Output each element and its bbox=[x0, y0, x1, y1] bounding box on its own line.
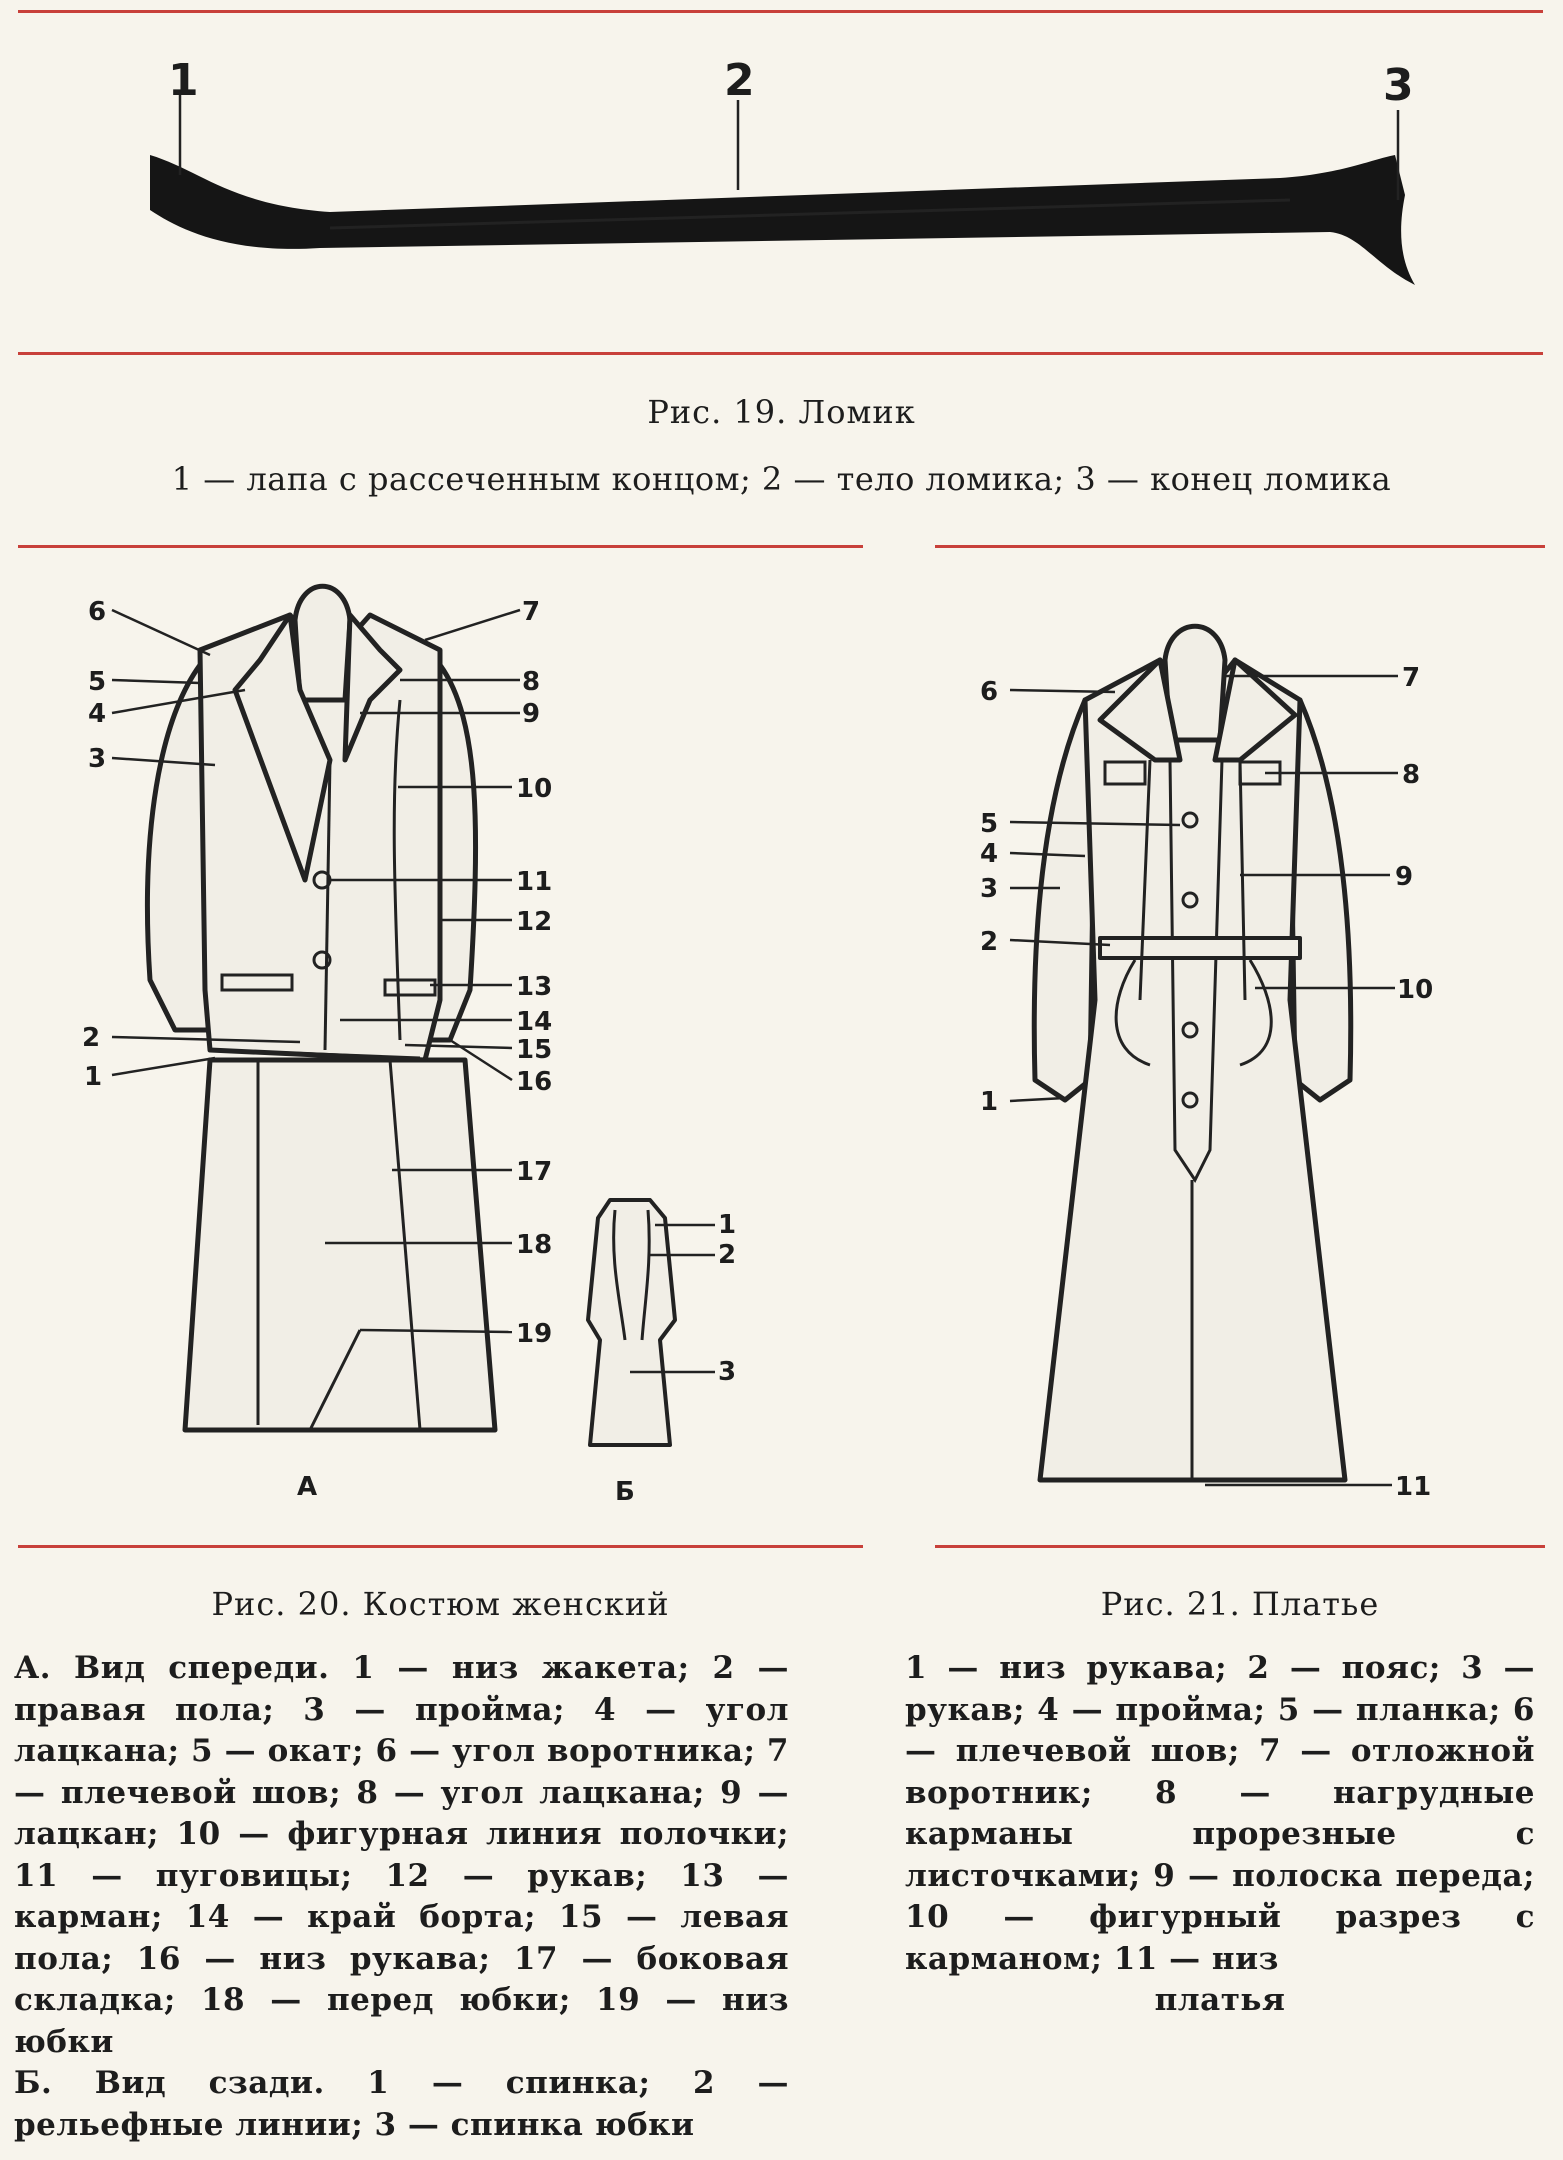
suit-label-19: 19 bbox=[516, 1319, 553, 1349]
suit-label-16: 16 bbox=[516, 1067, 553, 1097]
suit-label-11: 11 bbox=[516, 867, 553, 897]
fig21-legend-last: платья bbox=[1154, 1982, 1286, 2018]
crowbar-label-3: 3 bbox=[1383, 60, 1414, 111]
dress-label-6: 6 bbox=[980, 677, 999, 707]
dress-label-5: 5 bbox=[980, 809, 999, 839]
suit-label-1: 1 bbox=[84, 1062, 103, 1092]
suit-label-12: 12 bbox=[516, 907, 553, 937]
dress-label-10: 10 bbox=[1397, 975, 1434, 1005]
suit-label-5: 5 bbox=[88, 667, 107, 697]
fig20-legend bbox=[14, 1648, 789, 2146]
suit-label-10: 10 bbox=[516, 774, 553, 804]
fig21-caption: Рис. 21. Платье bbox=[1100, 1585, 1380, 1623]
suit-label-14: 14 bbox=[516, 1007, 553, 1037]
dress-label-3: 3 bbox=[980, 874, 999, 904]
suit-back-label-2: 2 bbox=[718, 1240, 737, 1270]
fig19-legend: 1 — лапа с рассеченным концом; 2 — тело ломика; 3 — конец ломика bbox=[171, 460, 1392, 498]
fig19-caption: Рис. 19. Ломик bbox=[647, 393, 916, 431]
suit-back-label-1: 1 bbox=[718, 1210, 737, 1240]
dress-belt bbox=[1100, 938, 1300, 958]
crowbar-label-1: 1 bbox=[168, 55, 199, 106]
suit-label-13: 13 bbox=[516, 972, 553, 1002]
dress-label-7: 7 bbox=[1402, 663, 1421, 693]
fig21-legend-text: 1 — низ рукава; 2 — пояс; 3 — рукав; 4 — пройма; 5 — планка; 6 — плечевой шов; 7 — отложной воротник; 8 — нагрудные карманы прорезные с листочками; 9 — полоска переда; 10 — фигурный разрез с карманом; 11 — низ bbox=[905, 1650, 1535, 1977]
fig20-legend-a: А. Вид спереди. 1 — низ жакета; 2 — правая пола; 3 — пройма; 4 — угол лацкана; 5 — окат; 6 — угол воротника; 7 — плечевой шов; 8 — угол лацкана; 9 — лацкан; 10 — фигурная линия полочки; 11 — пуговицы; 12 — рукав; 13 — карман; 14 — край борта; 15 — левая пола; 16 — низ рукава; 17 — боковая складка; 18 — перед юбки; 19 — низ юбки bbox=[14, 1650, 789, 2060]
fig20-caption: Рис. 20. Костюм женский bbox=[211, 1585, 670, 1623]
suit-label-4: 4 bbox=[88, 699, 107, 729]
suit-label-17: 17 bbox=[516, 1157, 553, 1187]
suit-back-label-3: 3 bbox=[718, 1357, 737, 1387]
suit-view-a-label: А bbox=[297, 1472, 318, 1502]
fig21-legend bbox=[905, 1648, 1535, 2022]
suit-label-3: 3 bbox=[88, 744, 107, 774]
dress-label-1: 1 bbox=[980, 1087, 999, 1117]
suit-label-15: 15 bbox=[516, 1035, 553, 1065]
dress-label-2: 2 bbox=[980, 927, 999, 957]
dress-label-4: 4 bbox=[980, 839, 999, 869]
dress-label-11: 11 bbox=[1395, 1472, 1432, 1502]
suit-label-18: 18 bbox=[516, 1230, 553, 1260]
suit-view-b-label: Б bbox=[615, 1477, 635, 1507]
suit-label-7: 7 bbox=[522, 597, 541, 627]
suit-label-6: 6 bbox=[88, 597, 107, 627]
dress-label-9: 9 bbox=[1395, 862, 1414, 892]
suit-label-8: 8 bbox=[522, 667, 541, 697]
crowbar-label-2: 2 bbox=[724, 55, 755, 106]
suit-label-2: 2 bbox=[82, 1023, 101, 1053]
suit-label-9: 9 bbox=[522, 699, 541, 729]
fig20-legend-b: Б. Вид сзади. 1 — спинка; 2 — рельефные линии; 3 — спинка юбки bbox=[14, 2065, 789, 2143]
dress-label-8: 8 bbox=[1402, 760, 1421, 790]
